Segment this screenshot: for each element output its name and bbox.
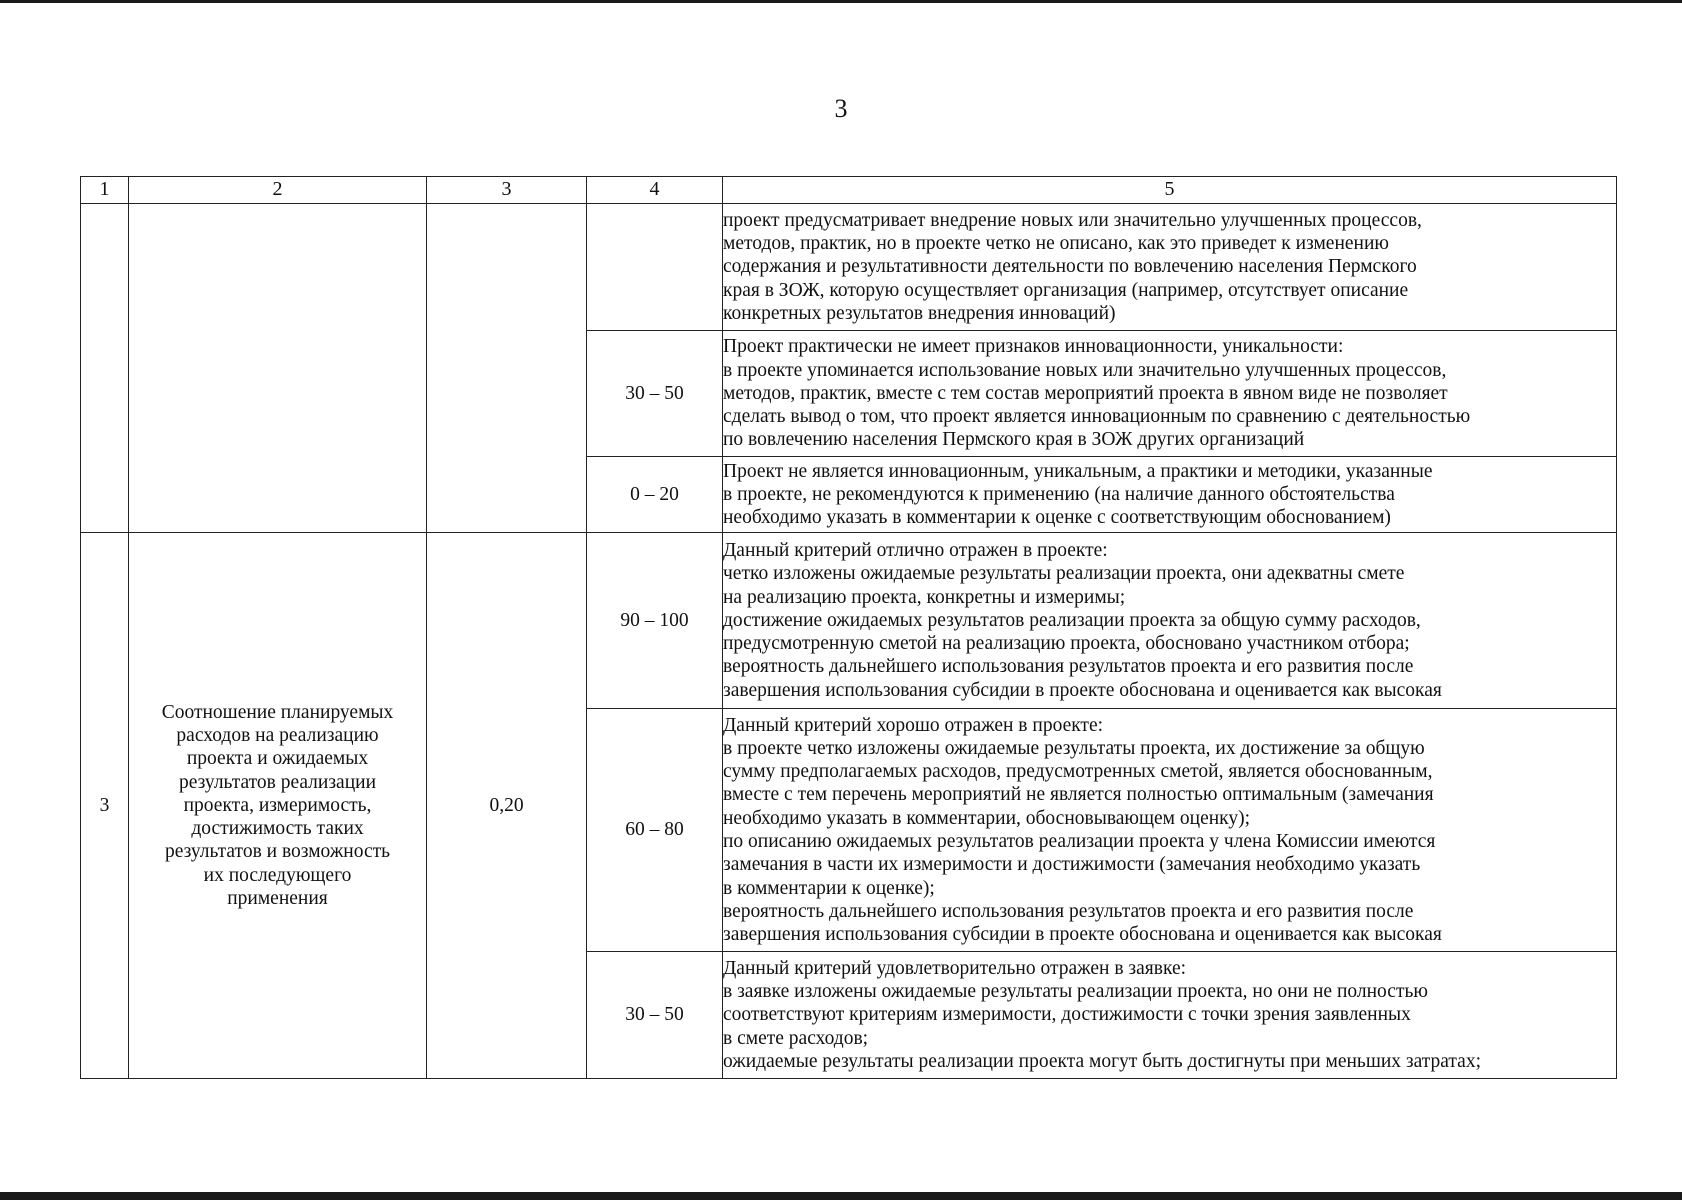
description-line: Данный критерий хорошо отражен в проекте: xyxy=(723,714,1104,736)
description-line: сделать вывод о том, что проект является инновационным по сравнению с деятельностью xyxy=(723,406,1471,428)
header-row xyxy=(81,177,1617,204)
description-line: по описанию ожидаемых результатов реализации проекта у члена Комиссии имеются xyxy=(723,831,1436,852)
description-line: ожидаемые результаты реализации проекта могут быть достигнуты при меньших затратах; xyxy=(723,1050,1481,1072)
weight-cell: 0,20 xyxy=(427,533,587,1079)
page-number: 3 xyxy=(834,94,848,123)
criteria-table xyxy=(80,176,1617,1079)
header-col-4: 4 xyxy=(587,177,723,204)
table-row xyxy=(81,204,1617,331)
description-cell xyxy=(723,709,1617,952)
criterion-line: достижимость таких xyxy=(191,818,364,840)
description-line: четко изложены ожидаемые результаты реализации проекта, они адекватны смете xyxy=(723,563,1405,585)
description-line: в проекте упоминается использование новых или значительно улучшенных процессов, xyxy=(723,359,1447,381)
description-line: на реализацию проекта, конкретны и измеримы; xyxy=(723,586,1126,608)
description-line: Проект практически не имеет признаков инновационности, уникальности: xyxy=(723,336,1344,358)
description-line: сумму предполагаемых расходов, предусмотренных сметой, является обоснованным, xyxy=(723,761,1433,783)
description-line: по вовлечению населения Пермского края в ЗОЖ других организаций xyxy=(723,429,1305,451)
criterion-line: применения xyxy=(227,888,328,910)
row-number-cell: 3 xyxy=(81,533,129,1079)
description-line: вместе с тем перечень мероприятий не является полностью оптимальным (замечания xyxy=(723,784,1434,806)
criterion-line: Соотношение планируемых xyxy=(161,701,394,723)
weight-cell xyxy=(427,204,587,533)
description-cell xyxy=(723,457,1617,533)
criterion-line: результатов реализации xyxy=(178,771,377,793)
description-line: замечания в части их измеримости и достижимости (замечания необходимо указать xyxy=(723,854,1421,876)
description-line: Проект не является инновационным, уникальным, а практики и методики, указанные xyxy=(723,460,1433,482)
description-line: соответствуют критериям измеримости, достижимости с точки зрения заявленных xyxy=(723,1004,1411,1026)
description-line: завершения использования субсидии в проекте обоснована и оценивается как высокая xyxy=(723,924,1442,946)
description-cell xyxy=(723,204,1617,331)
description-line: вероятность дальнейшего использования результатов проекта и его развития после xyxy=(723,900,1414,922)
description-cell xyxy=(723,533,1617,709)
header-col-2: 2 xyxy=(129,177,427,204)
criterion-line: расходов на реализацию xyxy=(176,724,379,746)
description-line: проект предусматривает внедрение новых или значительно улучшенных процессов, xyxy=(723,209,1422,231)
scan-edge-bottom xyxy=(0,1192,1682,1200)
header-col-1: 1 xyxy=(81,177,129,204)
criterion-line: результатов и возможность xyxy=(164,841,391,863)
criterion-line: проекта и ожидаемых xyxy=(186,748,369,770)
description-line: завершения использования субсидии в проекте обоснована и оценивается как высокая xyxy=(723,679,1442,701)
description-line: в комментарии к оценке); xyxy=(723,877,935,899)
description-line: достижение ожидаемых результатов реализации проекта за общую сумму расходов, xyxy=(723,609,1421,631)
criterion-line: проекта, измеримость, xyxy=(183,794,372,816)
description-line: в проекте, не рекомендуются к применению (на наличие данного обстоятельства xyxy=(723,483,1395,505)
header-col-3: 3 xyxy=(427,177,587,204)
header-col-5: 5 xyxy=(723,177,1617,204)
description-line: содержания и результативности деятельности по вовлечению населения Пермского xyxy=(723,256,1417,278)
table-row xyxy=(81,533,1617,709)
criterion-cell xyxy=(129,204,427,533)
score-cell xyxy=(587,204,723,331)
score-cell: 0 – 20 xyxy=(587,457,723,533)
description-line: необходимо указать в комментарии, обосновывающем оценку); xyxy=(723,807,1251,829)
description-line: предусмотренную сметой на реализацию проекта, обосновано участником отбора; xyxy=(723,633,1410,655)
score-cell: 60 – 80 xyxy=(587,709,723,952)
description-line: вероятность дальнейшего использования результатов проекта и его развития после xyxy=(723,656,1414,678)
score-cell: 30 – 50 xyxy=(587,952,723,1079)
score-cell: 30 – 50 xyxy=(587,331,723,457)
description-line: конкретных результатов внедрения инноваций) xyxy=(723,302,1116,324)
scan-edge-top xyxy=(0,0,1682,3)
description-line: Данный критерий удовлетворительно отражен в заявке: xyxy=(723,957,1187,979)
description-line: необходимо указать в комментарии к оценке с соответствующим обоснованием) xyxy=(723,507,1391,529)
criterion-cell xyxy=(129,533,427,1079)
row-number-cell xyxy=(81,204,129,533)
description-cell xyxy=(723,331,1617,457)
description-line: края в ЗОЖ, которую осуществляет организация (например, отсутствует описание xyxy=(723,279,1409,301)
description-line: в проекте четко изложены ожидаемые результаты проекта, их достижение за общую xyxy=(723,737,1425,759)
score-cell: 90 – 100 xyxy=(587,533,723,709)
criterion-line: их последующего xyxy=(203,864,352,886)
description-cell xyxy=(723,952,1617,1079)
description-line: Данный критерий отлично отражен в проекте: xyxy=(723,539,1108,561)
description-line: методов, практик, вместе с тем состав мероприятий проекта в явном виде не позволяет xyxy=(723,382,1448,404)
description-line: методов, практик, но в проекте четко не описано, как это приведет к изменению xyxy=(723,233,1389,255)
description-line: в смете расходов; xyxy=(723,1027,869,1049)
description-line: в заявке изложены ожидаемые результаты реализации проекта, но они не полностью xyxy=(723,981,1428,1003)
